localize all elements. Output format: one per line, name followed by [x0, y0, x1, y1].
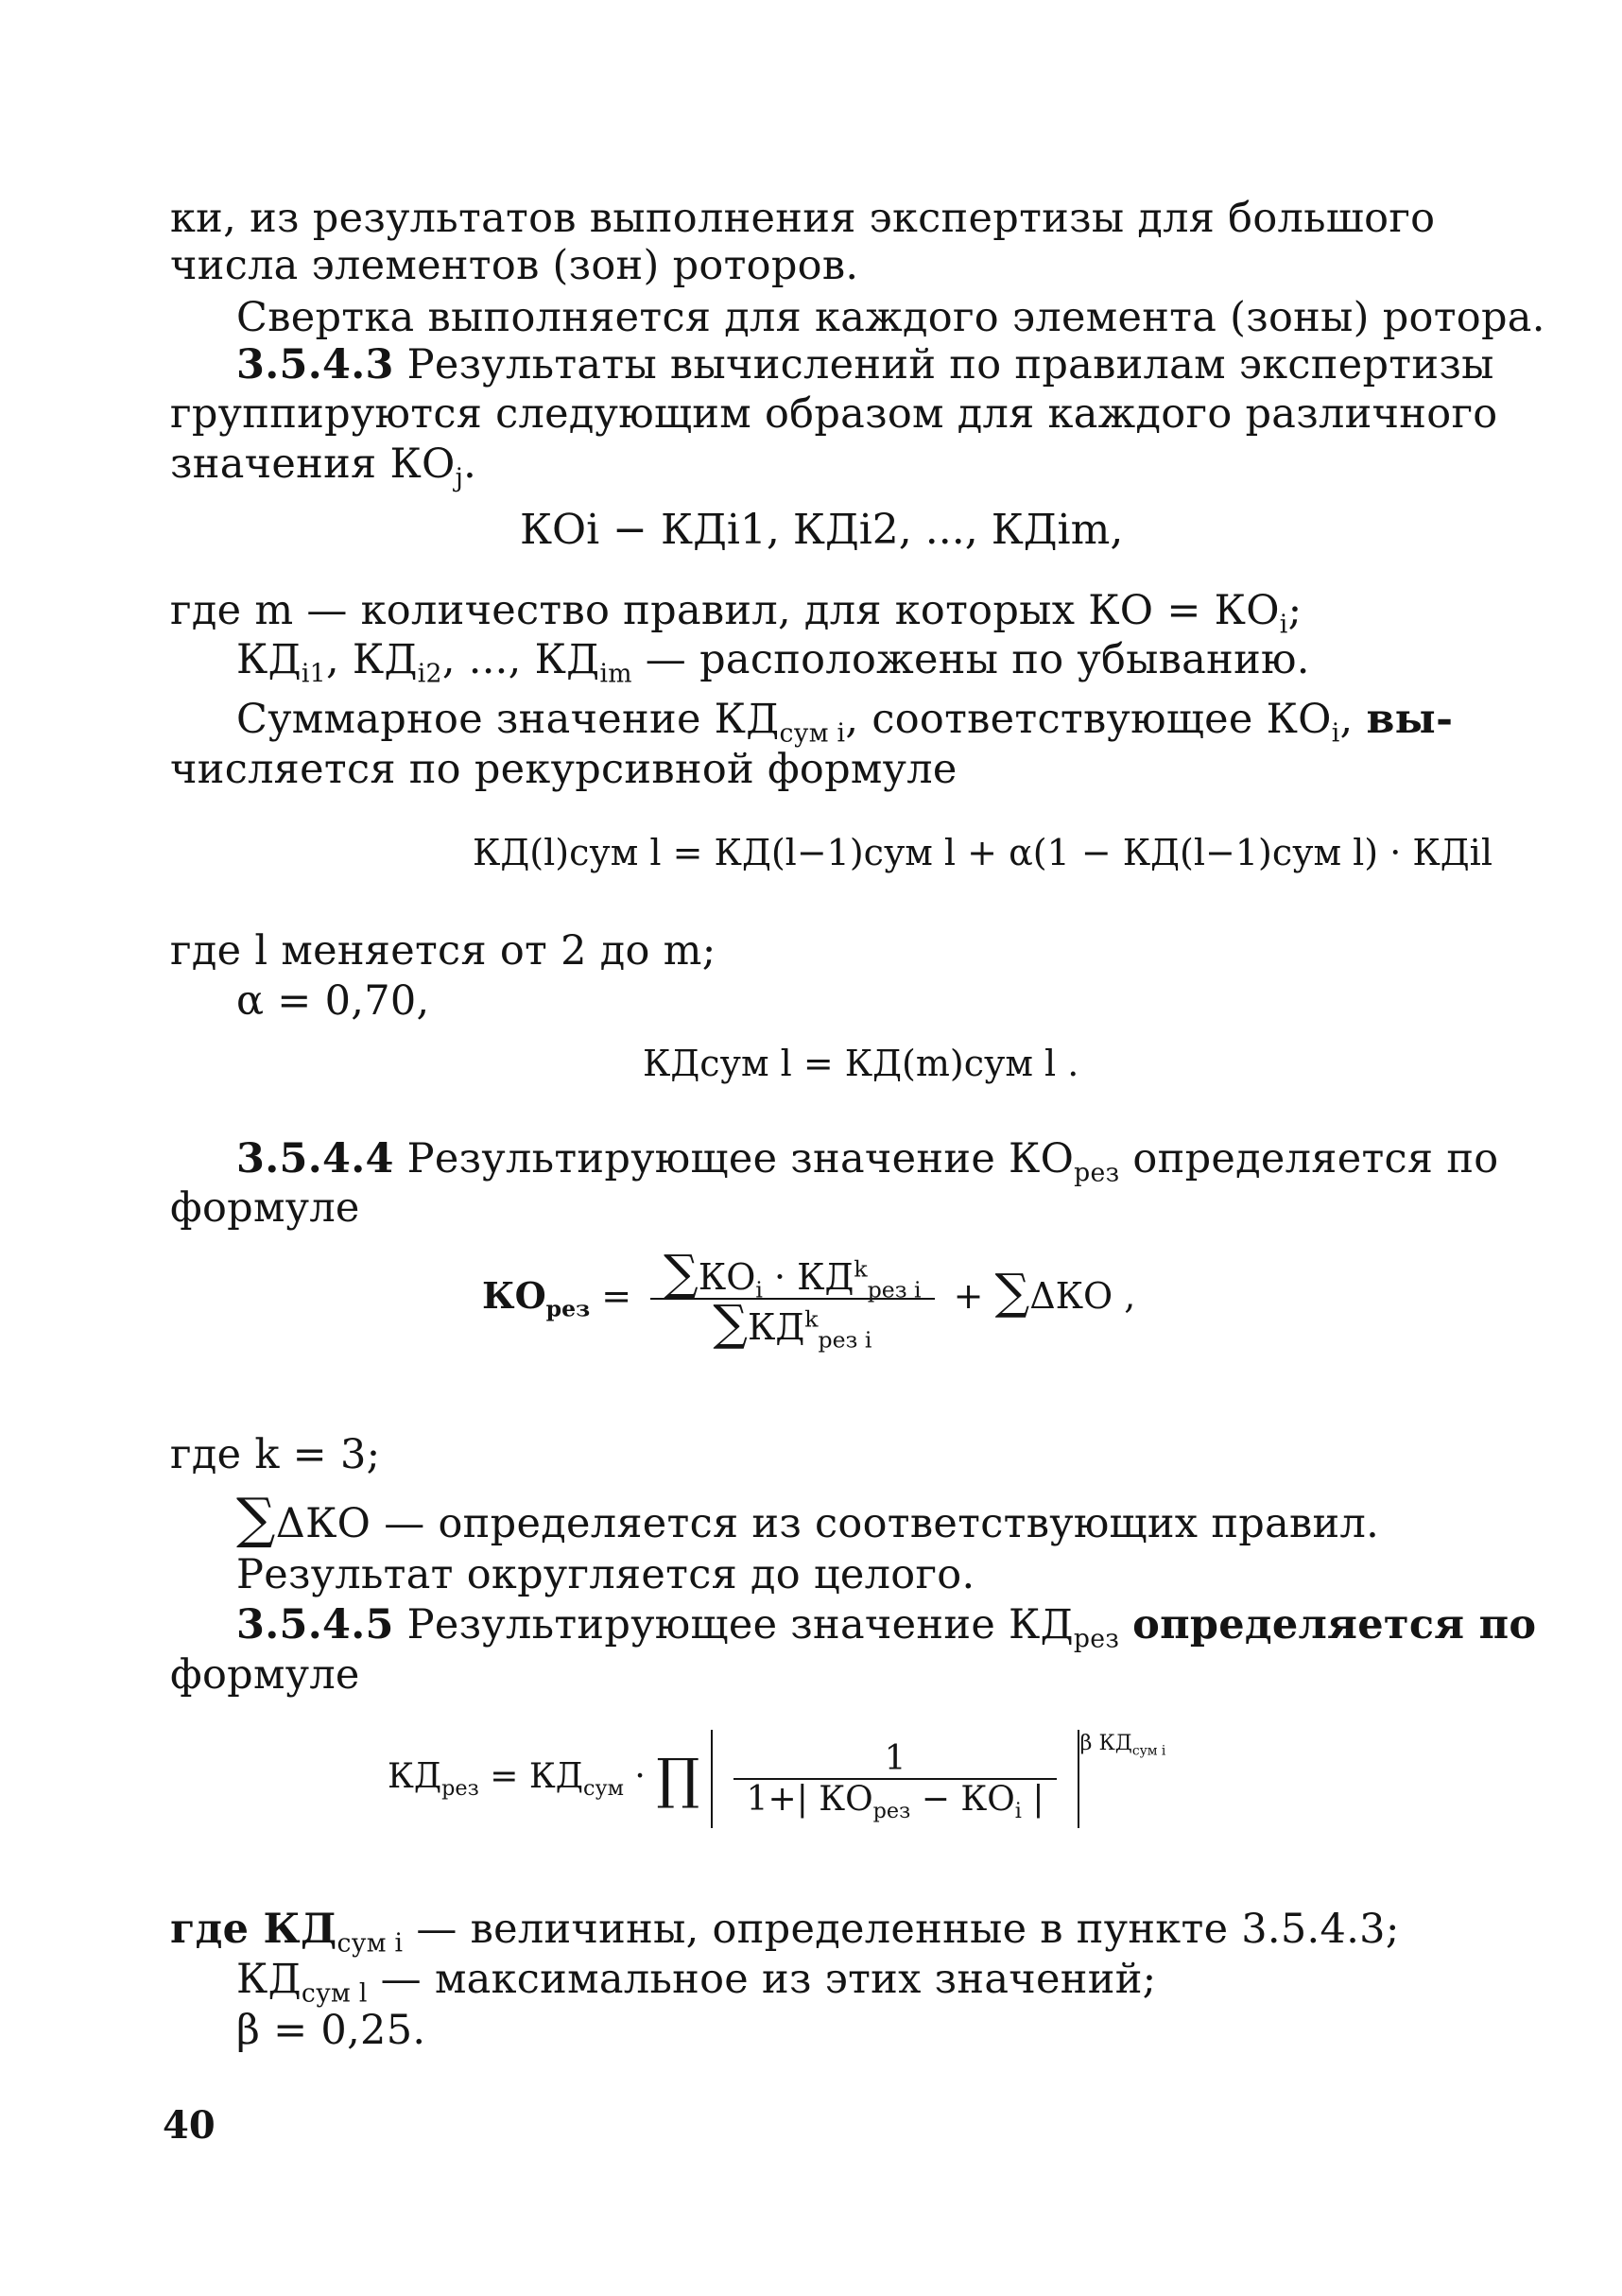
text-span: Результирующее значение КД	[406, 1601, 1074, 1649]
formula-1: КОi − КДi1, КДi2, ..., КДim,	[520, 506, 1124, 554]
text-line: где $КД_{сум i}$ — величины, определенные в пункте 3.5.4.3;	[170, 1906, 1400, 1959]
text-line: значения $КО_j$.	[170, 440, 477, 493]
section-number: 3.5.4.4	[236, 1135, 394, 1183]
text-line: $КД_{i1}$, $КД_{i2}$, ..., $КД_{im}$ — расположены по убыванию.	[236, 636, 1310, 689]
formula-2: КД(l)сум l = КД(l−1)сум l + α(1 − КД(l−1)сум l) · КДil	[473, 832, 1493, 873]
text-span: где m — количество правил, для которых КО = КО	[170, 587, 1280, 634]
text-span: Результаты вычислений по правилам экспертизы	[406, 341, 1494, 388]
text-span: Суммарное значение КД	[236, 696, 780, 743]
text-span: — определяется из соответствующих правил.	[384, 1500, 1380, 1547]
text-line: формуле	[170, 1184, 360, 1232]
text-span: — величины, определенные в пункте 3.5.4.3;	[416, 1906, 1400, 1953]
section-number: 3.5.4.3	[236, 341, 394, 388]
formula-4: $КО_{рез}$ = $\frac{\sum КО_i \cdot КД^k_{рез i}}{\sum КД^k_{рез i}}$ + ∑ΔКО ,	[482, 1245, 1136, 1354]
text-span: Результирующее значение КО	[406, 1135, 1075, 1183]
text-span: где КД	[170, 1906, 337, 1953]
text-line: α = 0,70,	[236, 977, 430, 1025]
text-span: значения КО	[170, 440, 456, 488]
page-number: 40	[163, 2103, 216, 2148]
text-line: Результат округляется до целого.	[236, 1551, 975, 1598]
text-line: числяется по рекурсивной формуле	[170, 746, 958, 793]
text-line: ки, из результатов выполнения экспертизы для большого	[170, 195, 1436, 242]
text-line: формуле	[170, 1651, 360, 1699]
text-line: группируются следующим образом для каждого различного	[170, 390, 1498, 438]
text-line: Суммарное значение $КД_{сум i}$, соответствующее $КО_i$, вы-	[236, 696, 1454, 749]
text-line: 3.5.4.5 Результирующее значение $КД_{рез}$ определяется по	[236, 1601, 1537, 1654]
text-line: $КД_{сум l}$ — максимальное из этих значений;	[236, 1956, 1157, 2009]
text-line: где l меняется от 2 до m;	[170, 927, 716, 975]
text-line: где k = 3;	[170, 1431, 381, 1478]
text-line: числа элементов (зон) роторов.	[170, 242, 859, 289]
formula-5: $КД_{рез} = КД_{сум}$ · ∏ $\frac{1}{1+| КО_{рез} - КО_i |}$ $^{\beta КД_{сум i}}$	[388, 1730, 1165, 1828]
text-span: — максимальное из этих значений;	[380, 1956, 1157, 2003]
text-line: β = 0,25.	[236, 2007, 426, 2054]
text-line: ∑ΔКО — определяется из соответствующих правил.	[236, 1486, 1380, 1550]
text-span: КД	[236, 636, 302, 683]
section-number: 3.5.4.5	[236, 1601, 394, 1649]
text-line: где m — количество правил, для которых КО = $КО_i$;	[170, 587, 1303, 640]
text-line: 3.5.4.4 Результирующее значение $КО_{рез}$ определяется по	[236, 1135, 1499, 1188]
text-line	[236, 340, 1494, 389]
formula-3: КДсум l = КД(m)сум l .	[643, 1043, 1079, 1084]
text-line: Свертка выполняется для каждого элемента (зоны) ротора.	[236, 294, 1545, 341]
